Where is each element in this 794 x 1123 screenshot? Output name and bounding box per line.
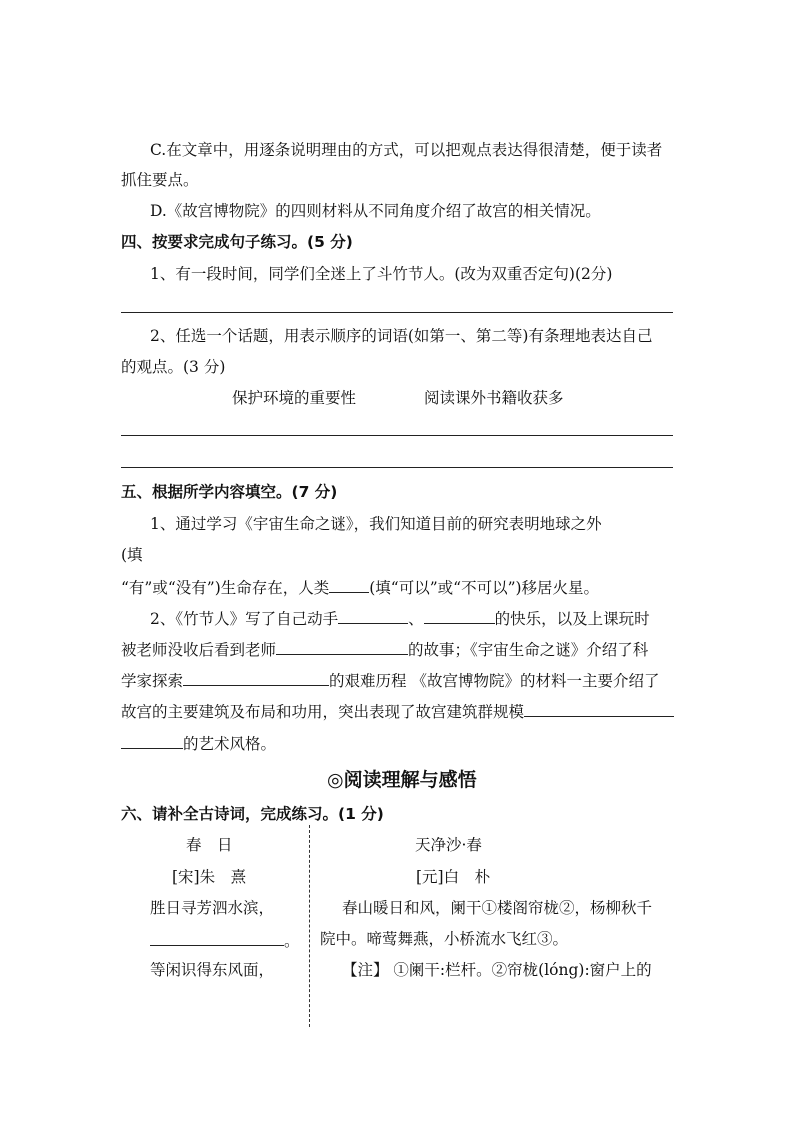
blank-poem-line[interactable]	[150, 929, 284, 946]
option-c-line1: C.在文章中，用逐条说明理由的方式，可以把观点表达得很清楚，便于读者	[150, 141, 663, 159]
topic-reading: 阅读课外书籍收获多	[424, 389, 564, 407]
blank-hands-on-2[interactable]	[424, 607, 495, 624]
poem1-line2-end: 。	[284, 932, 300, 950]
q5-line2: (填	[121, 546, 143, 564]
q5-line3-part1: “有”或“没有”)生命存在，人类	[121, 579, 330, 597]
q5-line7	[121, 700, 674, 722]
blank-hands-on-1[interactable]	[338, 607, 408, 624]
q5-line8	[121, 732, 276, 754]
q6-heading: 六、请补全古诗词，完成练习。(1 分)	[121, 805, 384, 823]
blank-explore[interactable]	[183, 669, 329, 686]
q5-line3-part2: (填“可以”或“不可以”)移居火星。	[369, 579, 600, 597]
poem1-author: [宋]朱 熹	[172, 868, 247, 886]
poem2-line1: 春山暖日和风，阑干①楼阁帘栊②，杨柳秋千	[342, 899, 653, 917]
option-d: D.《故宫博物院》的四则材料从不同角度介绍了故宫的相关情况。	[150, 202, 601, 220]
q5-line7-text: 故宫的主要建筑及布局和功用，突出表现了故宫建筑群规模	[121, 703, 525, 721]
q4-item2-line2: 的观点。(3 分)	[121, 358, 226, 376]
q5-line4	[150, 607, 650, 629]
blank-can-move[interactable]	[329, 576, 369, 593]
poem2-title: 天净沙·春	[415, 836, 482, 854]
reading-section-title: ◎阅读理解与感悟	[327, 769, 477, 791]
q5-line6	[121, 669, 659, 691]
poem2-note: 【注】 ①阑干:栏杆。②帘栊(lóng):窗户上的	[342, 961, 652, 979]
poem2-line2: 院中。啼莺舞燕，小桥流水飞红③。	[320, 930, 569, 948]
option-c-line2: 抓住要点。	[121, 171, 199, 189]
q4-answer-line2[interactable]	[121, 435, 673, 436]
poem2-author: [元]白 朴	[416, 868, 491, 886]
column-divider	[309, 825, 310, 1027]
q5-line1: 1、通过学习《宇宙生命之谜》，我们知道目前的研究表明地球之外	[150, 515, 602, 533]
poem1-line2	[150, 929, 300, 951]
poem1-line1: 胜日寻芳泗水滨，	[150, 899, 275, 917]
q4-answer-line1[interactable]	[121, 312, 673, 313]
poem1-line3: 等闲识得东风面，	[150, 961, 275, 979]
q4-item1: 1、有一段时间，同学们全迷上了斗竹节人。(改为双重否定句)(2分)	[150, 265, 613, 283]
q5-heading: 五、根据所学内容填空。(7 分)	[121, 483, 338, 501]
poem1-title: 春 日	[186, 836, 233, 854]
q4-answer-line3[interactable]	[121, 467, 673, 468]
blank-art-style[interactable]	[121, 732, 183, 749]
q5-line6-part1: 学家探索	[121, 672, 184, 690]
q5-line4-part2: 的快乐，以及上课玩时	[494, 610, 650, 628]
q5-line6-part2: 的艰难历程 《故宫博物院》的材料一主要介绍了	[329, 672, 660, 690]
blank-scale[interactable]	[524, 700, 674, 717]
q5-line5-part1: 被老师没收后看到老师	[121, 641, 277, 659]
q5-line4-sep: 、	[408, 610, 424, 628]
q4-item2-line1: 2、任选一个话题，用表示顺序的词语(如第一、第二等)有条理地表达自己	[150, 327, 653, 345]
q5-line5	[121, 638, 648, 660]
q5-line8-text: 的艺术风格。	[183, 735, 277, 753]
q5-line4-part1: 2、《竹节人》写了自己动手	[150, 610, 339, 628]
blank-teacher[interactable]	[276, 638, 408, 655]
q5-line5-part2: 的故事；《宇宙生命之谜》介绍了科	[408, 641, 649, 659]
topic-environment: 保护环境的重要性	[232, 389, 357, 407]
q5-line3	[121, 576, 599, 598]
q4-heading: 四、按要求完成句子练习。(5 分)	[121, 233, 353, 251]
